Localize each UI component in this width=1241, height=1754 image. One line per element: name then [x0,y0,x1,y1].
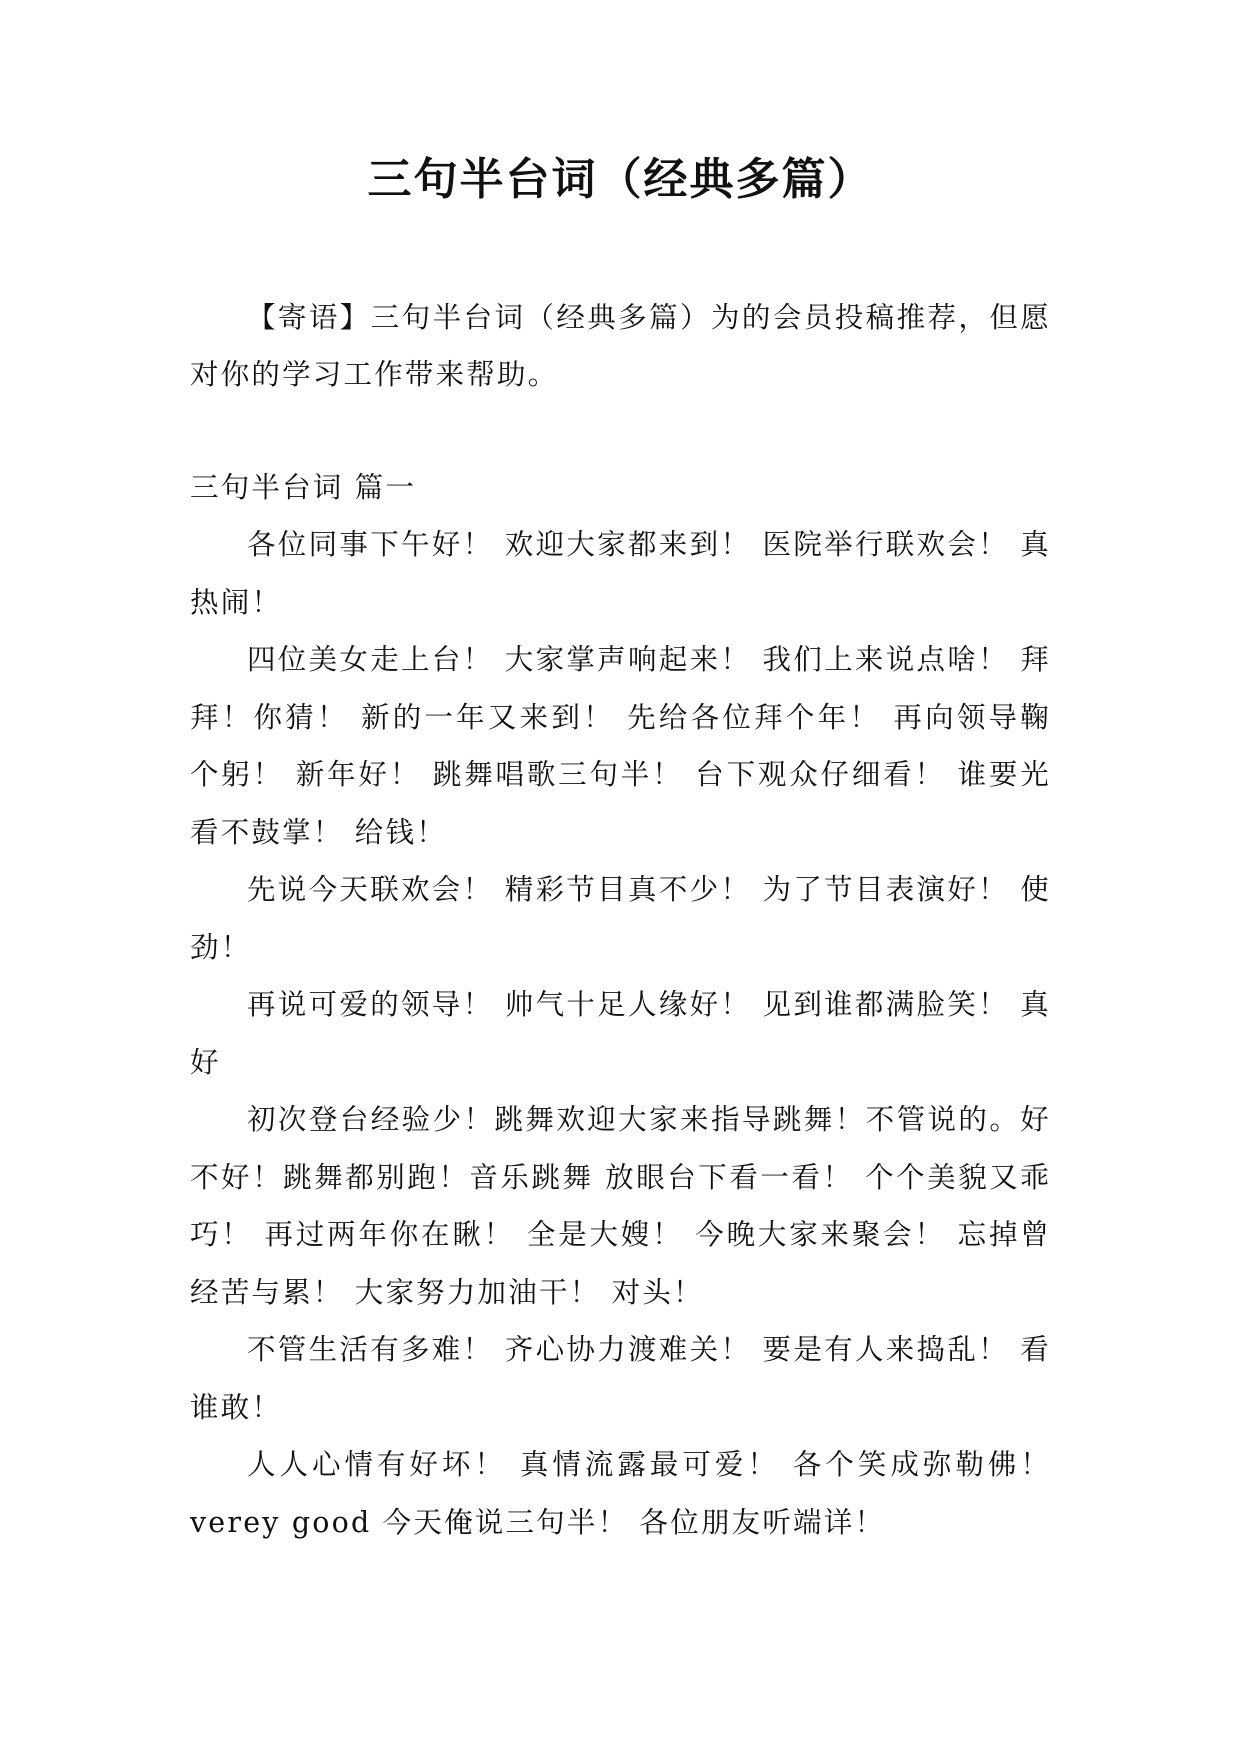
body-paragraph: 先说今天联欢会！ 精彩节目真不少！ 为了节目表演好！ 使劲！ [190,873,1051,964]
body-text [190,516,1063,1551]
document-title: 三句半台词（经典多篇） [367,154,874,205]
body-paragraph: 初次登台经验少！跳舞欢迎大家来指导跳舞！不管说的。好不好！跳舞都别跑！音乐跳舞 放眼台下看一看！ 个个美貌又乖巧！ 再过两年你在瞅！ 全是大嫂！ 今晚大家来聚会！ 忘掉曾经苦与累！ 大家努力加油干！ 对头！ [190,1103,1051,1309]
foreword-paragraph: 【寄语】三句半台词（经典多篇）为的会员投稿推荐，但愿对你的学习工作带来帮助。 [190,301,1051,391]
section-heading: 三句半台词 篇一 [190,471,417,504]
body-paragraph: 各位同事下午好！ 欢迎大家都来到！ 医院举行联欢会！ 真热闹！ [190,528,1051,619]
body-paragraph: 不管生活有多难！ 齐心协力渡难关！ 要是有人来捣乱！ 看谁敢！ [190,1333,1051,1424]
body-paragraph: 四位美女走上台！ 大家掌声响起来！ 我们上来说点啥！ 拜拜！你猜！ 新的一年又来到！ 先给各位拜个年！ 再向领导鞠个躬！ 新年好！ 跳舞唱歌三句半！ 台下观众仔细看！ 谁要光看不鼓掌！ 给钱！ [190,643,1051,849]
body-paragraph: 再说可爱的领导！ 帅气十足人缘好！ 见到谁都满脸笑！ 真好 [190,988,1051,1079]
body-paragraph: 人人心情有好坏！ 真情流露最可爱！ 各个笑成弥勒佛！ verey good 今天俺说三句半！ 各位朋友听端详！ [190,1448,1063,1539]
